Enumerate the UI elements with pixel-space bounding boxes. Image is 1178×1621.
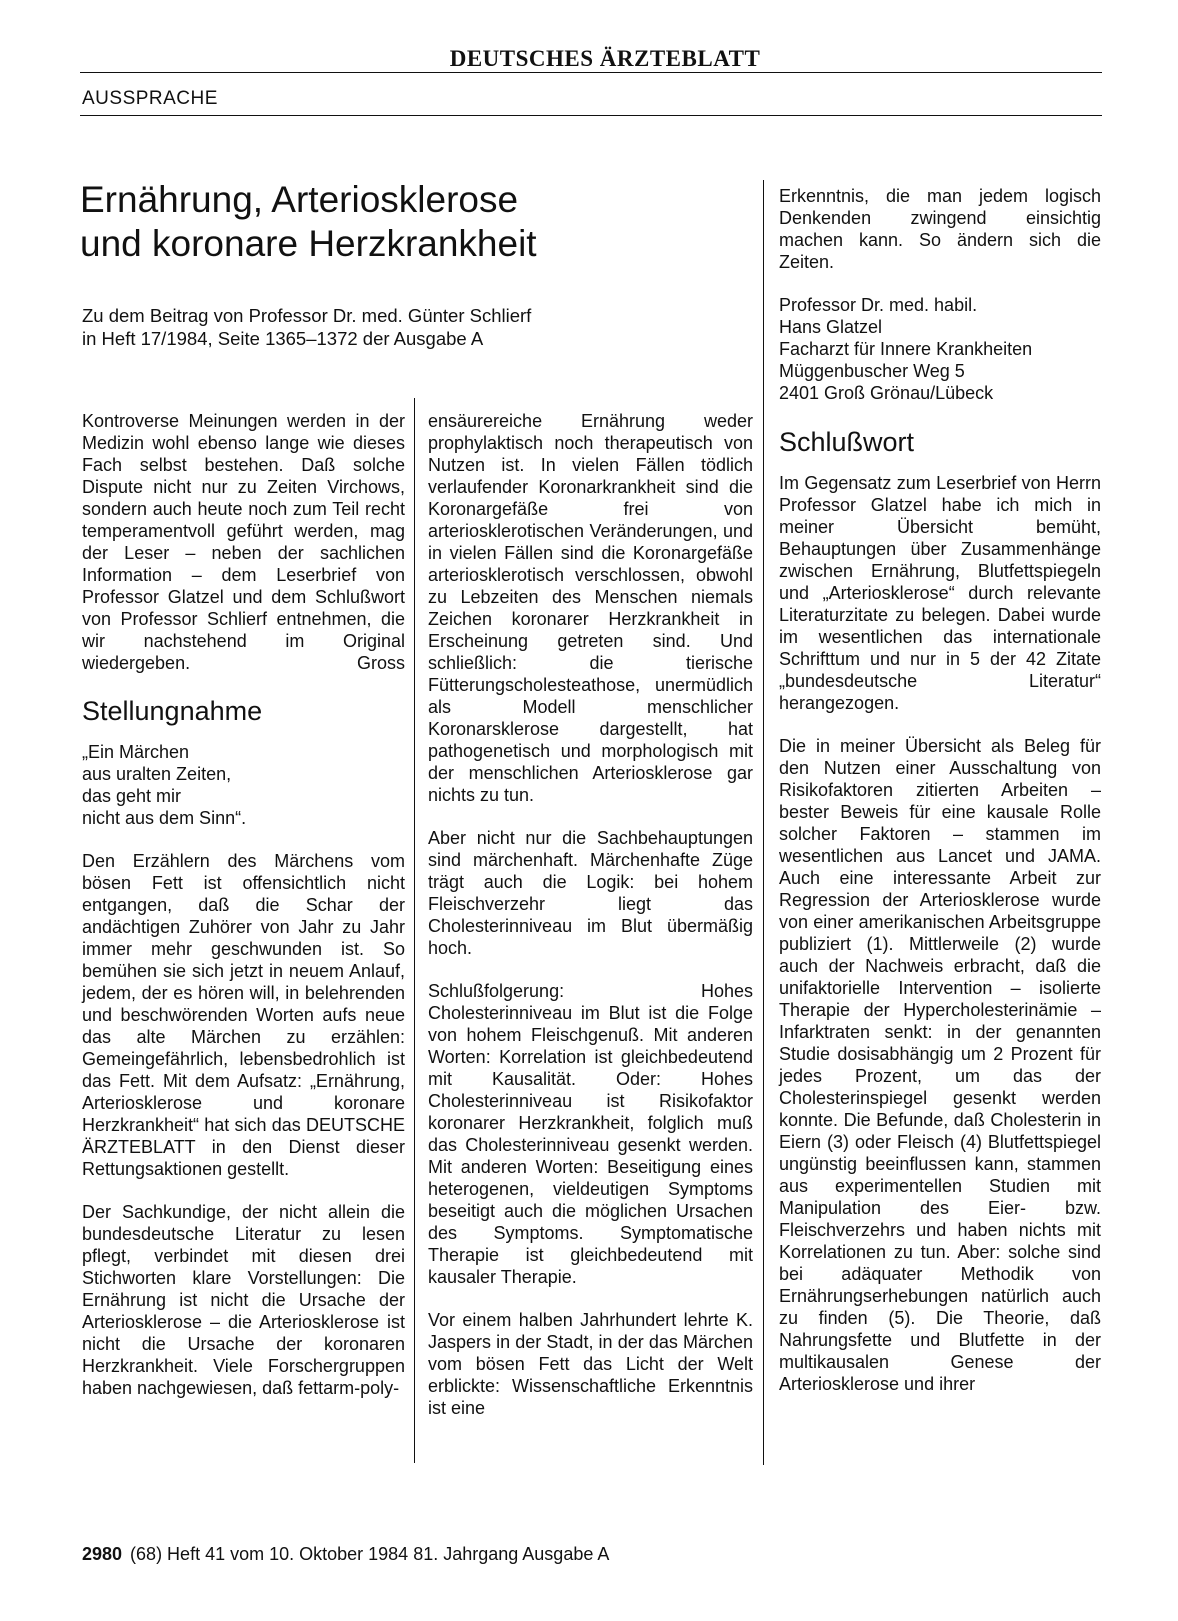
body-paragraph: Vor einem halben Jahrhundert lehrte K. Jaspers in der Stadt, in der das Märchen vom bösen Fett das Licht der Welt erblickte: Wissenschaftliche Erkenntnis ist eine <box>428 1310 753 1418</box>
heading-stellungnahme: Stellungnahme <box>82 696 263 726</box>
intro-paragraph <box>82 410 405 674</box>
article-title <box>80 178 700 266</box>
masthead: DEUTSCHES ÄRZTEBLATT <box>449 46 761 71</box>
signature-line: 2401 Groß Grönau/Lübeck <box>779 383 994 403</box>
column-3 <box>779 185 1101 1416</box>
column-divider <box>763 180 764 1465</box>
intro-text: Kontroverse Meinungen werden in der Medizin wohl ebenso lange wie dieses Fach selbst bestehen. Daß solche Dispute nicht nur zu Zeiten Virchows, sondern auch heute noch zum Teil recht temperamentvoll geführt werden, mag der Leser – neben der sachlichen Information – dem Leserbrief von Professor Glatzel und dem Schlußwort von Professor Schlierf entnehmen, die wir nachstehend im Original wiedergeben. <box>82 411 405 673</box>
poem-line: „Ein Märchen <box>82 742 190 762</box>
body-paragraph: Erkenntnis, die man jedem logisch Denkenden zwingend einsichtig machen kann. So ändern sich die Zeiten. <box>779 186 1101 272</box>
signature-line: Hans Glatzel <box>779 317 883 337</box>
poem <box>82 741 405 829</box>
body-paragraph: Schlußfolgerung: Hohes Cholesterinniveau im Blut ist die Folge von hohem Fleischgenuß. Mit anderen Worten: Korrelation ist gleichbedeutend mit Kausalität. Oder: Hohes Cholesterinniveau ist Risikofaktor koronarer Herzkrankheit, folglich muß das Cholesterinniveau gesenkt werden. Mit anderen Worten: Beseitigung eines heterogenen, vieldeutigen Symptoms beseitigt auch die möglichen Ursachen des Symptoms. Symptomatische Therapie ist gleichbedeutend mit kausaler Therapie. <box>428 981 753 1287</box>
body-paragraph: Der Sachkundige, der nicht allein die bundesdeutsche Literatur zu lesen pflegt, verbindet mit diesen drei Stichworten klare Vorstellungen: Die Ernährung ist nicht die Ursache der Arteriosklerose – die Arteriosklerose ist nicht die Ursache der koronaren Herzkrankheit. Viele Forschergruppen haben nachgewiesen, daß fettarm-poly- <box>82 1202 405 1398</box>
top-rule <box>80 72 1102 73</box>
column-2 <box>428 410 753 1440</box>
title-line: und koronare Herzkrankheit <box>80 223 537 264</box>
body-paragraph: ensäurereiche Ernährung weder prophylaktisch noch therapeutisch von Nutzen ist. In vielen Fällen tödlich verlaufender Koronarkrankheit sind die Koronargefäße frei von arteriosklerotischen Veränderungen, und in vielen Fällen sind die Koronargefäße arteriosklerotisch verschlossen, obwohl zu Lebzeiten des Menschen niemals Zeichen koronarer Herzkrankheit in Erscheinung getreten sind. Und schließlich: die tierische Fütterungscholesteathose, unermüdlich als Modell menschlicher Koronarsklerose dargestellt, hat pathogenetisch und morphologisch mit der menschlichen Arteriosklerose gar nichts zu tun. <box>428 411 753 805</box>
subtitle-line: in Heft 17/1984, Seite 1365–1372 der Ausgabe A <box>82 328 484 349</box>
signature-line: Professor Dr. med. habil. <box>779 295 978 315</box>
column-1 <box>82 410 405 1420</box>
body-paragraph: Die in meiner Übersicht als Beleg für den Nutzen einer Ausschaltung von Risikofaktoren zitierten Arbeiten – bester Beweis für eine kausale Rolle solcher Faktoren – stammen im wesentlichen aus Lancet und JAMA. Auch eine interessante Arbeit zur Regression der Arteriosklerose wurde von einer amerikanischen Arbeitsgruppe publiziert (1). Mittlerweile (2) wurde auch der Nachweis erbracht, daß die unifaktorielle Intervention – isolierte Therapie der Hypercholesterinämie – Infarktraten senkt: in der genannten Studie dosisabhängig um 2 Prozent für jedes Prozent, um das der Cholesterinspiegel gesenkt werden konnte. Die Befunde, daß Cholesterin in Eiern (3) oder Fleisch (4) Blutfettspiegel ungünstig beeinflussen kann, stammen aus experimentellen Studien mit Manipulation des Eier- bzw. Fleischverzehrs und haben nichts mit Korrelationen zu tun. Aber: solche sind bei adäquater Methodik von Ernährungserhebungen natürlich auch zu finden (5). Die Theorie, daß Nahrungsfette und Blutfette in der multikausalen Genese der Arteriosklerose und ihrer <box>779 736 1101 1394</box>
article-subtitle <box>82 304 722 350</box>
body-paragraph: Den Erzählern des Märchens vom bösen Fett ist offensichtlich nicht entgangen, daß die Schar der andächtigen Zuhörer von Jahr zu Jahr immer mehr geschwunden ist. So bemühen sie sich jetzt in neuem Anlauf, jedem, der es hören will, in belehrenden und beschwörenden Worten aufs neue das alte Märchen zu erzählen: Gemeingefährlich, lebensbedrohlich ist das Fett. Mit dem Aufsatz: „Ernährung, Arteriosklerose und koronare Herzkrankheit“ hat sich das DEUTSCHE ÄRZTEBLATT in den Dienst dieser Rettungsaktionen gestellt. <box>82 851 405 1179</box>
title-line: Ernährung, Arteriosklerose <box>80 179 519 220</box>
signature-line: Müggenbuscher Weg 5 <box>779 361 965 381</box>
section-rule <box>80 115 1102 116</box>
letter-signature <box>779 294 1101 404</box>
body-paragraph: Im Gegensatz zum Leserbrief von Herrn Professor Glatzel habe ich mich in meiner Übersicht bemüht, Behauptungen über Zusammenhänge zwischen Ernährung, Blutfettspiegeln und „Arteriosklerose“ durch relevante Literaturzitate zu belegen. Dabei wurde im wesentlichen das internationale Schrifttum und nur in 5 der 42 Zitate „bundesdeutsche Literatur“ herangezogen. <box>779 473 1101 713</box>
column-divider <box>414 398 415 1463</box>
intro-signature: Gross <box>356 653 405 673</box>
heading-schlusswort: Schlußwort <box>779 427 915 457</box>
page-number: 2980 <box>82 1544 123 1564</box>
signature-line: Facharzt für Innere Krankheiten <box>779 339 1033 359</box>
footer-text: (68) Heft 41 vom 10. Oktober 1984 81. Jahrgang Ausgabe A <box>130 1544 610 1564</box>
poem-line: aus uralten Zeiten, <box>82 764 232 784</box>
section-label: AUSSPRACHE <box>82 88 218 109</box>
subtitle-line: Zu dem Beitrag von Professor Dr. med. Günter Schlierf <box>82 305 532 326</box>
body-paragraph: Aber nicht nur die Sachbehauptungen sind märchenhaft. Märchenhafte Züge trägt auch die Logik: bei hohem Fleischverzehr liegt das Cholesterinniveau im Blut übermäßig hoch. <box>428 828 753 958</box>
poem-line: das geht mir <box>82 786 182 806</box>
page-footer <box>82 1544 609 1565</box>
poem-line: nicht aus dem Sinn“. <box>82 808 247 828</box>
